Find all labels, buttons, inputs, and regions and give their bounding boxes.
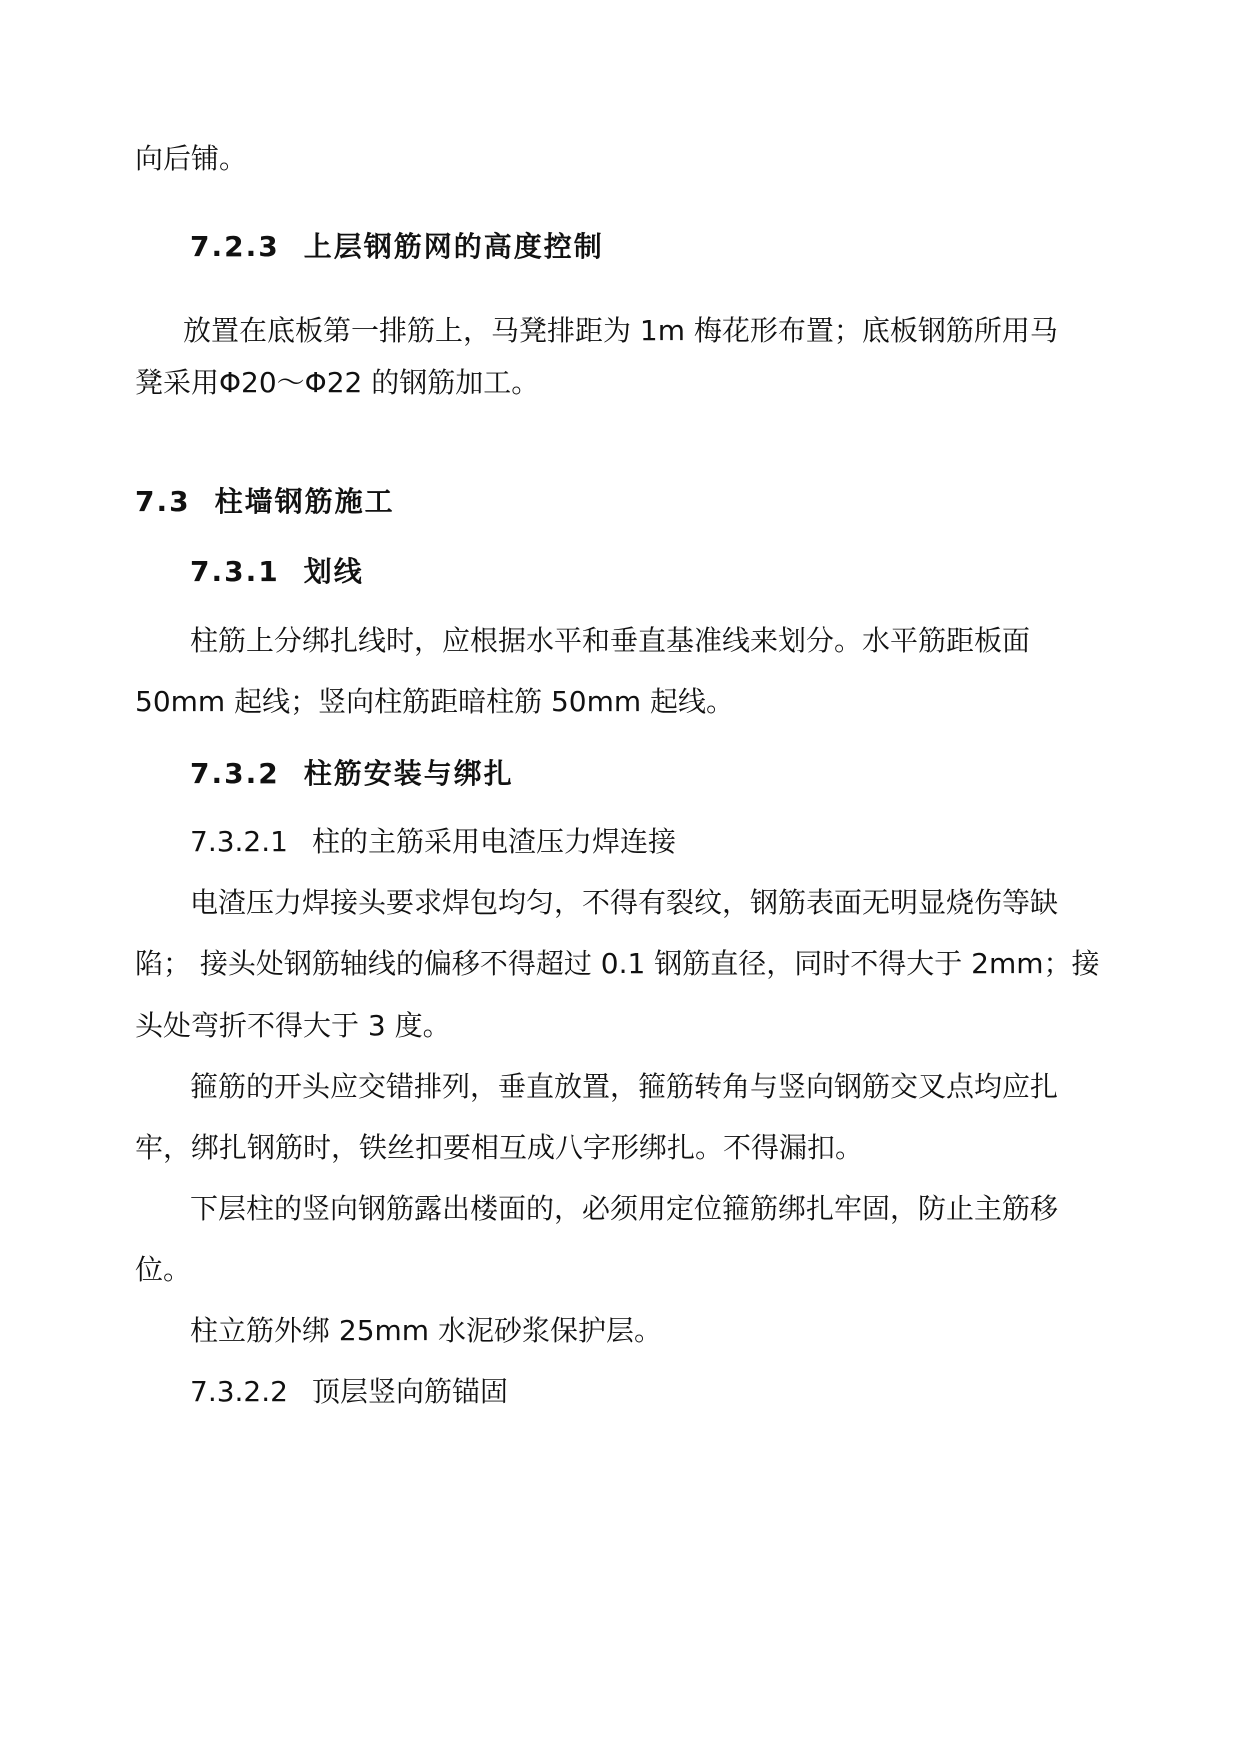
heading-number: 7.3.2.2 xyxy=(190,1375,288,1408)
heading-title: 划线 xyxy=(303,555,364,588)
heading-number: 7.3 xyxy=(135,485,191,518)
heading-number: 7.2.3 xyxy=(190,230,280,263)
paragraph-line: 凳采用Φ20～Φ22 的钢筋加工。 xyxy=(135,366,540,399)
heading-title: 上层钢筋网的高度控制 xyxy=(303,230,604,263)
heading-7-3-2-2 xyxy=(190,1372,508,1412)
paragraph-line: 电渣压力焊接头要求焊包均匀，不得有裂纹，钢筋表面无明显烧伤等缺 xyxy=(190,886,1059,919)
paragraph-line: 柱立筋外绑 25mm 水泥砂浆保护层。 xyxy=(190,1314,662,1347)
heading-number: 7.3.1 xyxy=(190,555,280,588)
paragraph-line: 陷； 接头处钢筋轴线的偏移不得超过 0.1 钢筋直径，同时不得大于 2mm；接 xyxy=(135,947,1100,980)
heading-title: 柱筋安装与绑扎 xyxy=(303,757,514,790)
heading-title: 柱墙钢筋施工 xyxy=(214,485,395,518)
paragraph-line: 头处弯折不得大于 3 度。 xyxy=(135,1009,451,1042)
heading-7-3-2-1 xyxy=(190,822,676,862)
paragraph-line: 箍筋的开头应交错排列，垂直放置，箍筋转角与竖向钢筋交叉点均应扎 xyxy=(190,1070,1059,1103)
heading-7-2-3 xyxy=(190,227,604,267)
heading-number: 7.3.2 xyxy=(190,757,280,790)
heading-7-3 xyxy=(135,482,395,522)
paragraph-line: 牢，绑扎钢筋时，铁丝扣要相互成八字形绑扎。不得漏扣。 xyxy=(135,1131,864,1164)
heading-title: 顶层竖向筋锚固 xyxy=(311,1375,508,1408)
heading-7-3-2 xyxy=(190,754,514,794)
paragraph-line: 向后铺。 xyxy=(135,142,248,175)
heading-number: 7.3.2.1 xyxy=(190,825,288,858)
heading-title: 柱的主筋采用电渣压力焊连接 xyxy=(311,825,676,858)
paragraph-line: 位。 xyxy=(135,1253,192,1286)
paragraph-line: 50mm 起线；竖向柱筋距暗柱筋 50mm 起线。 xyxy=(135,685,735,718)
paragraph-line: 柱筋上分绑扎线时，应根据水平和垂直基准线来划分。水平筋距板面 xyxy=(190,624,1031,657)
paragraph-line: 下层柱的竖向钢筋露出楼面的，必须用定位箍筋绑扎牢固，防止主筋移 xyxy=(190,1192,1059,1225)
heading-7-3-1 xyxy=(190,552,364,592)
paragraph-line: 放置在底板第一排筋上，马凳排距为 1m 梅花形布置；底板钢筋所用马 xyxy=(183,314,1058,347)
